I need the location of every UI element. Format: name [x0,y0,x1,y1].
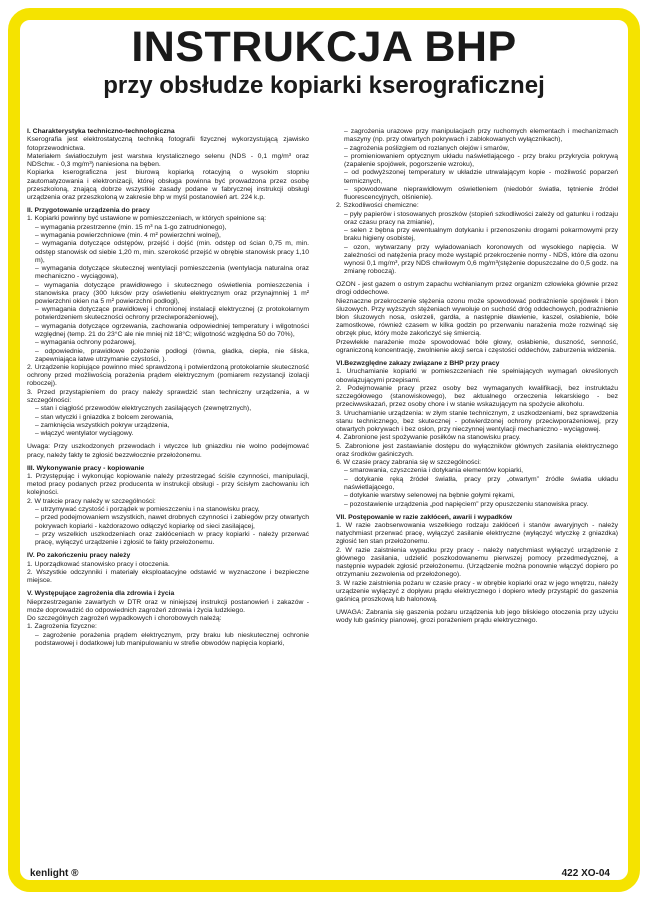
paragraph: – wymagania dotyczące prawidłowego i skutecznego oświetlenia pomieszczenia i stanowiska pracy (300 luksów przy oświetleniu elektrycznym oraz przynajmniej 1 m² powierzchni okien na 5 m² powierzchni podłogi), [35,281,309,305]
paragraph: UWAGA: Zabrania się gaszenia pożaru urządzenia lub jego bliskiego otoczenia przy użyciu wody lub gaśnicy pianowej, grozi porażeniem prądu elektrycznego. [336,609,618,625]
paragraph: – zagrożenie porażenia prądem elektrycznym, przy braku lub nieskutecznej ochronie podstawowej i dodatkowej lub manipulowaniu w strefie obwodów napięcia kopiarki, [35,631,309,647]
paragraph: – zagrożenia urazowe przy manipulacjach przy ruchomych elementach i mechanizmach maszyny (np. przy otwartych pokrywach i zablokowanych wyłącznikach), [344,128,618,144]
section-heading: I. Charakterystyka techniczno-technologiczna [27,128,175,135]
paragraph: – stan i ciągłość przewodów elektrycznych zasilających (zewnętrznych), [35,405,252,413]
paragraph: Kserografia jest elektrostatyczną techniką fotografii fizycznej wykorzystującą zjawisko fotoprzewodnictwa. [27,136,309,152]
section-heading: V. Występujące zagrożenia dla zdrowia i życia [27,590,175,598]
section-heading: IV. Po zakończeniu pracy należy [27,552,131,560]
product-code: 422 XO-04 [561,868,610,879]
paragraph: – ozon, wytwarzany przy wyładowaniach koronowych od wysokiego napięcia. W zależności od natężenia pracy może wystąpić przekroczenie normy - NDS, które dla ozonu wynosi 0,1 mg/m³, przy NDS chwilowym 0,6 mg/m³(stężenie dopuszczalne do 0,5 godz. na zmianę roboczą). [344,243,618,276]
paragraph: 2. W razie zaistnienia wypadku przy pracy - należy natychmiast wyłączyć urządzenie z głównego zasilania, udzielić poszkodowanemu pierwszej pomocy przedmedycznej, a następnie wypadek zgłosić przełożonemu. (Urządzenie można ponownie włączyć dopiero po otrzymaniu zezwolenia od przełożonego). [336,546,618,579]
page-title: INSTRUKCJA BHP [131,23,517,71]
paragraph: 3. Uruchamianie urządzenia: w złym stanie technicznym, z uszkodzeniami, bez sprawdzenia stanu technicznego, bez skutecznej - potwierdzonej ochrony przeciwporażeniowej, przy otwartych pokrywach i bez osłon, przy nieczynnej wentylacji mechaniczno - wyciągowej. [336,409,618,433]
paragraph: Uwaga: Przy uszkodzonych przewodach i wtyczce lub gniazdku nie wolno podejmować pracy, należy fakty te zgłosić bezzwłocznie przełożonemu. [27,443,309,459]
paragraph: – włączyć wentylator wyciągowy. [35,430,134,438]
paragraph: – stan wtyczki i gniazdka z bolcem zerowania, [35,413,174,421]
paragraph: – od podwyższonej temperatury w układzie utrwalającym kopie - możliwość poparzeń termicznych, [344,169,618,185]
paragraph: Materiałem światłoczułym jest warstwa krystalicznego selenu (NDS - 0,1 mg/m³ oraz NDSchw. - 0,3 mg/m³) naniesiona na bęben. [27,152,309,168]
paragraph: 3. W razie zaistnienia pożaru w czasie pracy - w obrębie kopiarki oraz w jego wnętrzu, należy urządzenie wyłączyć z dopływu prądu elektrycznego i dopiero wtedy przystąpić do gaszenia gaśnicą proszkową lub halonową. [336,579,618,603]
paragraph: 1. Zagrożenia fizyczne: [27,623,97,631]
paragraph: – zagrożenia poślizgiem od rozlanych olejów i smarów, [344,144,510,152]
paragraph: – dotykanie ręką źródeł światła, pracy przy „otwartym” źródle światła układu naświetlającego, [344,475,618,491]
paragraph: 1. Uporządkować stanowisko pracy i otoczenia. [27,560,170,568]
paragraph: 1. W razie zaobserwowania wszelkiego rodzaju zakłóceń i stanów awaryjnych - należy natychmiast przerwać pracę, wyłączyć zasilanie elektryczne (wyłączyć wtyczkę z gniazdka) zgłosić ten stan przełożonemu. [336,522,618,546]
paragraph: OZON - jest gazem o ostrym zapachu wchłanianym przez organizm człowieka głównie przez drogi oddechowe. [336,281,618,297]
section-heading: VI.Bezwzględne zakazy związane z BHP przy pracy [336,360,500,368]
paragraph: 2. Szkodliwości chemiczne: [336,202,419,210]
paragraph: – pyły papierów i stosowanych proszków (stopień szkodliwości zależy od gatunku i rodzaju oraz czasu pracy na zmianie), [344,210,618,226]
paragraph: 6. W czasie pracy zabrania się w szczególności: [336,459,482,467]
paragraph: Nieznaczne przekroczenie stężenia ozonu może spowodować podrażnienie spojówek i błon śluzowych. Przy wyższych stężeniach wywołuje on suchość dróg oddechowych, podrażnienie błon śluzowych nosa, oskrzeli, gardła, a następnie dławienie, kaszel, osłabienie, bóle zamostkowe, również czasem w kilka godzin po przerwaniu narażenia może rozwinąć się obrzęk płuc, który może zakończyć się śmiercią. [336,297,618,338]
paragraph: Kopiarka kserograficzna jest biurową kopiarką rotacyjną o wysokim stopniu zautomatyzowania i elektronizacji, której obsługa powinna być prowadzona przez osobę przeszkoloną, znającą dobrze wszystkie zasady podane w fabrycznej instrukcji obsługi urządzenia oraz przeszkoloną w zakresie bhp w myśl postanowień art. 224 k.p. [27,169,309,201]
paragraph: – pozostawienie urządzenia „pod napięciem” przy opuszczeniu stanowiska pracy. [344,500,589,508]
paragraph: Do szczególnych zagrożeń wypadkowych i chorobowych należą: [27,615,222,622]
paragraph: – wymagania przestrzenne (min. 15 m³ na 1-go zatrudnionego), [35,223,227,231]
paragraph: 2. Podejmowanie pracy przez osoby bez wymaganych kwalifikacji, bez instruktażu szczegółowego (stanowiskowego), bez aktualnego orzeczenia lekarskiego - bez przeciwwskazań, przez osoby chore i w stanie wskazującym na spożycie alkoholu. [336,384,618,409]
section-heading: III. Wykonywanie pracy - kopiowanie [27,464,145,472]
paragraph: – dotykanie warstwy selenowej na bębnie gołymi rękami, [344,492,515,500]
paragraph: 1. Uruchamianie kopiarki w pomieszczeniach nie spełniających wymagań określonych obowiązującymi przepisami. [336,368,618,384]
paragraph: 2. Wszystkie odczynniki i materiały eksploatacyjne odstawić w wyznaczone i bezpieczne miejsce. [27,568,309,584]
paragraph: – wymagania dotyczące ogrzewania, zachowania odpowiedniej temperatury i wilgotności względnej (temp. 21 do 23°C ale nie mniej niż 18°C; wilgotność względna 50 do 70%), [35,322,309,338]
paragraph: – wymagania powierzchniowe (min. 4 m² powierzchni wolnej), [35,232,221,239]
paragraph: – przy wszelkich uszkodzeniach oraz zakłóceniach w pracy kopiarki - należy przerwać pracę, wyłączyć urządzenie i zgłosić te fakty przełożonemu. [35,530,309,546]
section-heading: VII. Postępowanie w razie zakłóceń, awarii i wypadków [336,513,513,521]
brand-label: kenlight ® [30,868,79,879]
right-column [336,128,618,626]
paragraph: 2. Urządzenie kopiujące powinno mieć sprawdzoną i potwierdzoną protokolarnie skuteczność ochrony przed możliwością porażenia prądem elektrycznym (pomiarem rezystancji izolacji roboczej). [27,364,309,388]
paragraph: – zamknięcia wszystkich pokryw urządzenia, [35,421,170,429]
paragraph: – smarowania, czyszczenia i dotykania elementów kopiarki, [344,467,524,475]
paragraph: 5. Zabronione jest zastawianie dostępu do wyłączników głównych zasilania elektrycznego oraz środków gaśniczych. [336,442,618,458]
paragraph: – wymagania ochrony pożarowej, [35,339,136,347]
section-heading: II. Przygotowanie urządzenia do pracy [27,206,150,214]
left-column [27,128,309,648]
page-subtitle: przy obsłudze kopiarki kserograficznej [103,72,545,99]
paragraph: 4. Zabronione jest spożywanie posiłków na stanowisku pracy. [336,434,521,442]
paragraph: 1. Przystępując i wykonując kopiowanie należy przestrzegać ściśle czynności, manipulacji, metod pracy podanych przez producenta w instrukcji obsługi - przy ścisłym zachowaniu ich kolejności. [27,473,309,497]
paragraph: – przed podejmowaniem wszystkich, nawet drobnych czynności i zabiegów przy otwartych pokrywach kopiarki - każdorazowo odłączyć kopiarkę od sieci zasilającej, [35,514,309,530]
paragraph: Przewlekłe narażenie może spowodować bóle głowy, osłabienie, duszność, senność, ograniczoną koncentrację, zwolnienie akcji serca i częstości oddechów, zaburzenia widzenia. [336,338,618,354]
paragraph: – selen z bębna przy ewentualnym dotykaniu i przenoszeniu drogami pokarmowymi przy braku higieny osobistej, [344,227,618,243]
paragraph: 2. W trakcie pracy należy w szczególności: [27,497,156,505]
paragraph: – wymagania dotyczące skutecznej wentylacji pomieszczenia (wentylacja naturalna oraz mechaniczno - wyciągowa), [35,265,309,281]
paragraph: – odpowiednie, prawidłowe położenie podłogi (równa, gładka, ciepła, nie śliska, zapewniająca łatwe utrzymanie czystości, ). [35,347,309,363]
paragraph: – wymagania dotyczące prawidłowej i chronionej instalacji elektrycznej (z protokołarnym potwierdzeniem skuteczności ochrony przeciwporażeniowej), [35,306,309,322]
paragraph: – utrzymywać czystość i porządek w pomieszczeniu i na stanowisku pracy, [35,506,260,513]
paragraph: 3. Przed przystąpieniem do pracy należy sprawdzić stan techniczny urządzenia, a w szczególności: [27,388,309,404]
paragraph: – spowodowane nieprawidłowym oświetleniem (niedobór światła, tętnienie źródeł fluorescencyjnych, olśnienie). [344,185,618,201]
paragraph: – promieniowaniem optycznym układu naświetlającego - przy braku przykrycia pokrywą (zapalenie spojówek, pogorszenie wzroku), [344,152,618,168]
paragraph: Nieprzestrzeganie zawartych w DTR oraz w niniejszej instrukcji postanowień i zakazów - może doprowadzić do odpowiednich zagrożeń zdrowia i życia ludzkiego. [27,598,309,614]
paragraph: 1. Kopiarki powinny być ustawione w pomieszczeniach, w których spełnione są: [27,215,267,223]
paragraph: – wymagania dotyczące odstępów, przejść i dojść (min. odstęp od ścian 0,75 m, min. odstęp stanowisk od siebie 1,20 m, min. szerokość przejść w obrębie stanowisk pracy 1,10 m), [35,240,309,264]
